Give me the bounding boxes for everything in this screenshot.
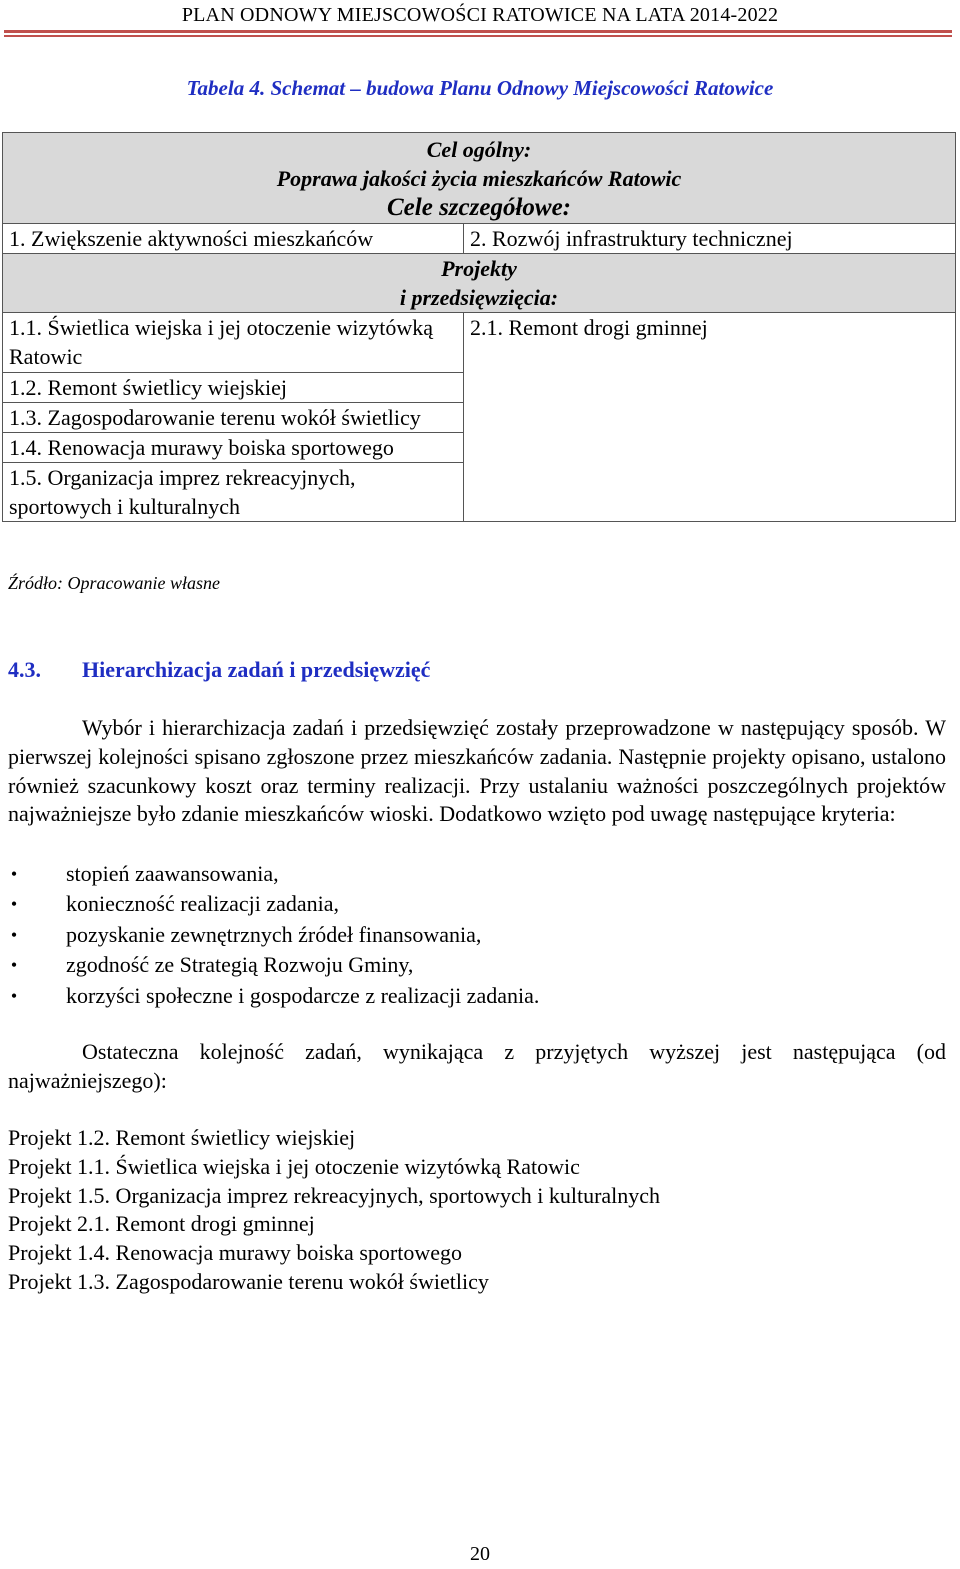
order-item-2: Projekt 1.1. Świetlica wiejska i jej otoczenie wizytówką Ratowic [8,1153,580,1179]
paragraph-order-intro: Ostateczna kolejność zadań, wynikająca z przyjętych wyższej jest następująca (od najważniejszego): [8,1039,946,1093]
specific-goals-label: Cele szczegółowe: [387,194,571,221]
projects-label-line2: i przedsięwzięcia: [399,285,559,310]
order-item-4: Projekt 2.1. Remont drogi gminnej [8,1211,315,1237]
project-1-2: 1.2. Remont świetlicy wiejskiej [3,373,464,403]
criteria-list [8,859,539,1011]
section-number: 4.3. [8,657,41,682]
project-1-4: 1.4. Renowacja murawy boiska sportowego [3,433,464,463]
bullet-icon: • [10,864,18,884]
project-order-list [8,1124,660,1297]
table-source: Źródło: Opracowanie własne [8,573,221,593]
specific-goal-1: 1. Zwiększenie aktywności mieszkańców [3,224,464,254]
general-goal-cell [3,133,956,224]
bullet-icon: • [10,894,18,915]
bullet-icon: • [10,955,18,976]
bullet-icon: • [10,924,18,945]
project-1-3: 1.3. Zagospodarowanie terenu wokół świetlicy [3,403,464,433]
general-goal-text: Poprawa jakości życia mieszkańców Ratowic [276,166,682,191]
plan-structure-table [2,132,956,522]
header-rule-thick [4,30,952,33]
order-item-3: Projekt 1.5. Organizacja imprez rekreacyjnych, sportowych i kulturalnych [8,1182,661,1208]
general-goal-label: Cel ogólny: [426,137,532,162]
projects-header-cell [3,254,956,313]
list-item: • konieczność realizacji zadania, [8,889,539,919]
paragraph-intro: Wybór i hierarchizacja zadań i przedsięwzięć zostały przeprowadzone w następujący sposób. W pierwszej kolejności spisano zgłoszone przez mieszkańców zadania. Następnie projekty opisano, ustalono również szacunkowy koszt oraz terminy realizacji. Przy ustalaniu ważności poszczególnych projektów najważniejsze było zdanie mieszkańców wioski. Dodatkowo wzięto pod uwagę następujące kryteria: [8,715,946,827]
list-item: • zgodność ze Strategią Rozwoju Gminy, [8,950,539,980]
order-item-6: Projekt 1.3. Zagospodarowanie terenu wokół świetlicy [8,1268,489,1294]
bullet-icon: • [10,985,18,1006]
project-2-1: 2.1. Remont drogi gminnej [464,313,956,522]
page-number: 20 [470,1543,490,1565]
projects-label-line1: Projekty [441,256,517,281]
list-item: • korzyści społeczne i gospodarcze z realizacji zadania. [8,981,539,1011]
list-item: • stopień zaawansowania, [8,859,539,889]
project-1-1: 1.1. Świetlica wiejska i jej otoczenie wizytówką Ratowic [3,313,464,373]
section-title: Hierarchizacja zadań i przedsięwzięć [82,657,431,682]
order-item-5: Projekt 1.4. Renowacja murawy boiska sportowego [8,1240,462,1266]
order-item-1: Projekt 1.2. Remont świetlicy wiejskiej [8,1125,356,1150]
table-caption: Tabela 4. Schemat – budowa Planu Odnowy Miejscowości Ratowice [186,76,774,100]
list-item: • pozyskanie zewnętrznych źródeł finansowania, [8,920,539,950]
running-header: PLAN ODNOWY MIEJSCOWOŚCI RATOWICE NA LATA 2014-2022 [181,4,779,26]
header-rule-thin [4,35,952,37]
project-1-5: 1.5. Organizacja imprez rekreacyjnych, sportowych i kulturalnych [3,463,464,522]
specific-goal-2: 2. Rozwój infrastruktury technicznej [464,224,956,254]
